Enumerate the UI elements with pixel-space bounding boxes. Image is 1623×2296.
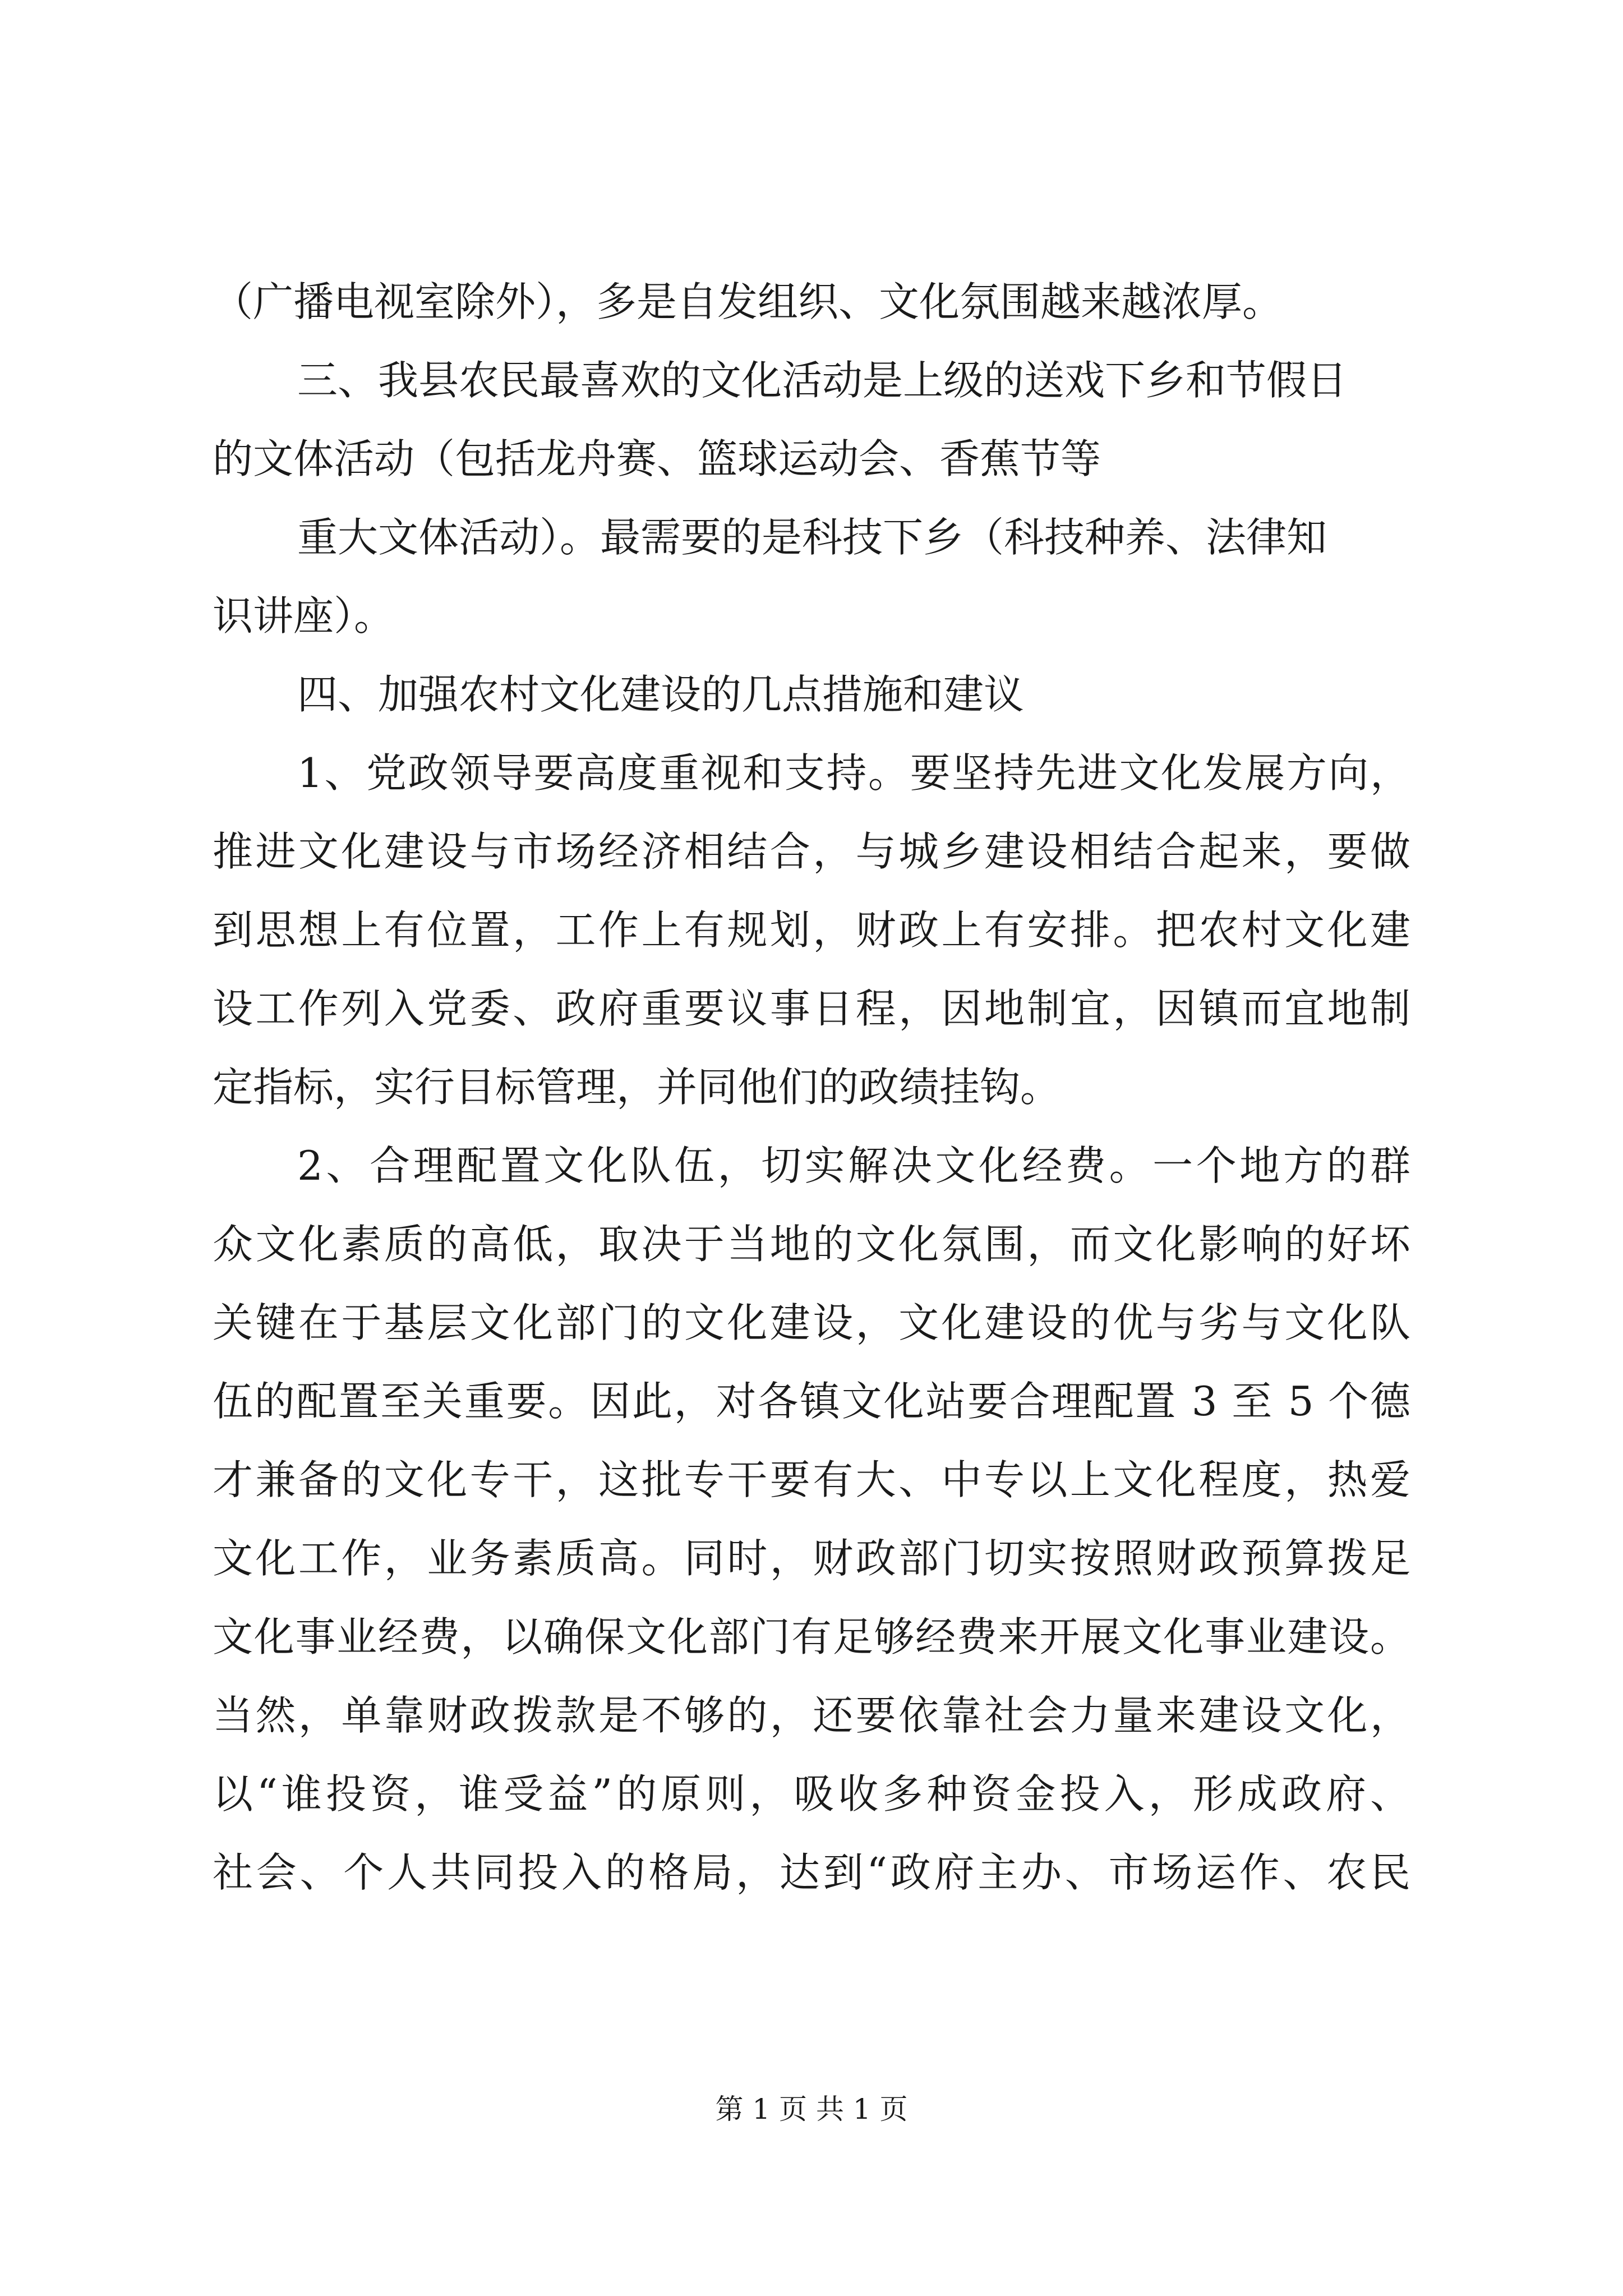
document-body [213,263,1410,1912]
text-line: 三、我县农民最喜欢的文化活动是上级的送戏下乡和节假日 [297,357,1348,404]
text-line: 众文化素质的高低，取决于当地的文化氛围，而文化影响的好坏 [213,1221,1410,1268]
text-line: 的文体活动（包括龙舟赛、篮球运动会、香蕉节等 [213,435,1101,482]
text-line: 关键在于基层文化部门的文化建设，文化建设的优与劣与文化队 [213,1299,1410,1346]
text-line: 定指标，实行目标管理，并同他们的政绩挂钩。 [213,1064,1061,1111]
text-line: 社会、个人共同投入的格局，达到“政府主办、市场运作、农民 [213,1849,1410,1896]
text-line: 文化工作，业务素质高。同时，财政部门切实按照财政预算拨足 [213,1535,1410,1582]
text-line: 设工作列入党委、政府重要议事日程，因地制宜，因镇而宜地制 [213,985,1410,1032]
text-line: 2、合理配置文化队伍，切实解决文化经费。一个地方的群 [297,1142,1410,1189]
page-footer: 第 1 页 共 1 页 [715,2093,908,2125]
text-line: 文化事业经费，以确保文化部门有足够经费来开展文化事业建设。 [213,1613,1410,1660]
text-line: 伍的配置至关重要。因此，对各镇文化站要合理配置 3 至 5 个德 [213,1378,1410,1425]
text-line: （广播电视室除外），多是自发组织、文化氛围越来越浓厚。 [213,278,1283,325]
section-heading: 四、加强农村文化建设的几点措施和建议 [297,671,1025,718]
text-line: 当然，单靠财政拨款是不够的，还要依靠社会力量来建设文化， [213,1692,1410,1739]
text-line: 1、党政领导要高度重视和支持。要坚持先进文化发展方向， [297,749,1410,797]
text-line: 以“谁投资，谁受益”的原则，吸收多种资金投入，形成政府、 [213,1770,1410,1818]
text-line: 识讲座）。 [213,592,395,639]
text-line: 重大文体活动）。最需要的是科技下乡（科技种养、法律知 [297,514,1327,561]
text-line: 才兼备的文化专干，这批专干要有大、中专以上文化程度，热爱 [213,1456,1410,1503]
text-line: 到思想上有位置，工作上有规划，财政上有安排。把农村文化建 [213,907,1410,954]
text-line: 推进文化建设与市场经济相结合，与城乡建设相结合起来，要做 [213,828,1410,875]
